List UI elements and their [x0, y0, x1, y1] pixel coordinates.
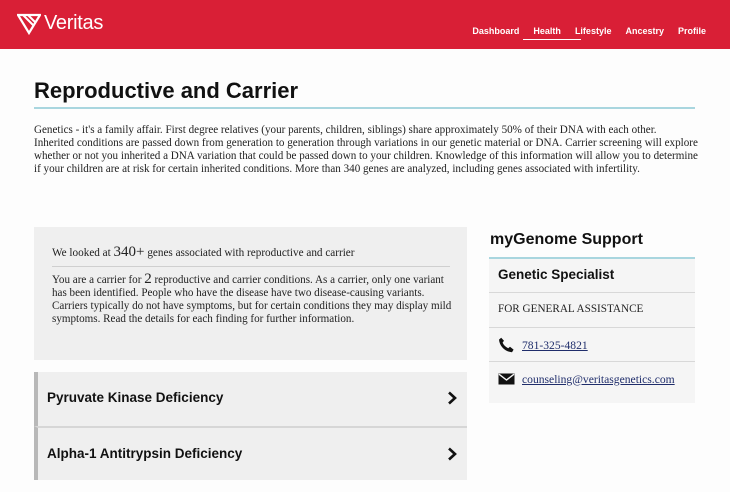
summary-panel [34, 227, 467, 360]
brand-name: Veritas [44, 12, 104, 34]
carrier-summary-text: You are a carrier for 2 reproductive and carrier conditions. As a carrier, only one variant has been identified. People who have the disease have two disease-causing variants. Carriers typically do not have symptoms, but for certain conditions they may display mild symptoms. Read the details for each finding for further information. [52, 271, 452, 326]
title-divider [34, 107, 695, 109]
intro-paragraph: Genetics - it's a family affair. First degree relatives (your parents, children, siblings) share approximately 50% of their DNA with each other. Inherited conditions are passed down from generation to generation through variations in our genetic material or DNA. Carrier screening will explore whether or not you inherited a DNA variation that could be passed down to your children. Knowledge of this information will allow you to determine if your children are at risk for certain inherited conditions. More than 340 genes are analyzed, including genes associated with infertility. [34, 124, 698, 176]
chevron-right-icon [447, 391, 457, 405]
veritas-logo[interactable] [17, 12, 103, 35]
specialist-heading: Genetic Specialist [498, 267, 615, 282]
email-contact [498, 371, 675, 387]
page-title: Reproductive and Carrier [34, 78, 299, 103]
email-link[interactable]: counseling@veritasgenetics.com [522, 372, 675, 386]
support-title: myGenome Support [490, 231, 643, 248]
general-assistance-label: FOR GENERAL ASSISTANCE [498, 303, 644, 315]
summary-divider [52, 266, 450, 267]
finding-alpha-1-antitrypsin-deficiency[interactable] [34, 426, 467, 480]
nav-lifestyle[interactable]: Lifestyle [574, 26, 612, 36]
main-nav [458, 26, 706, 36]
top-header [0, 0, 730, 49]
support-divider [489, 361, 695, 362]
support-card [489, 257, 695, 403]
envelope-icon [498, 371, 515, 387]
nav-health[interactable]: Health [533, 26, 561, 36]
genes-count: 340+ [113, 244, 145, 260]
finding-label: Pyruvate Kinase Deficiency [47, 390, 224, 405]
phone-icon [498, 337, 515, 353]
support-divider [489, 327, 695, 328]
finding-pyruvate-kinase-deficiency[interactable] [34, 372, 467, 426]
nav-profile[interactable]: Profile [677, 26, 706, 36]
support-divider [489, 292, 695, 293]
nav-ancestry[interactable]: Ancestry [625, 26, 664, 36]
genes-looked-at-text: We looked at 340+ genes associated with reproductive and carrier [52, 244, 355, 260]
phone-link[interactable]: 781-325-4821 [522, 338, 588, 352]
finding-label: Alpha-1 Antitrypsin Deficiency [47, 446, 243, 461]
chevron-right-icon [447, 447, 457, 461]
nav-dashboard[interactable]: Dashboard [472, 26, 520, 36]
carrier-count: 2 [144, 271, 152, 287]
phone-contact [498, 337, 588, 353]
veritas-logo-icon [17, 13, 41, 35]
